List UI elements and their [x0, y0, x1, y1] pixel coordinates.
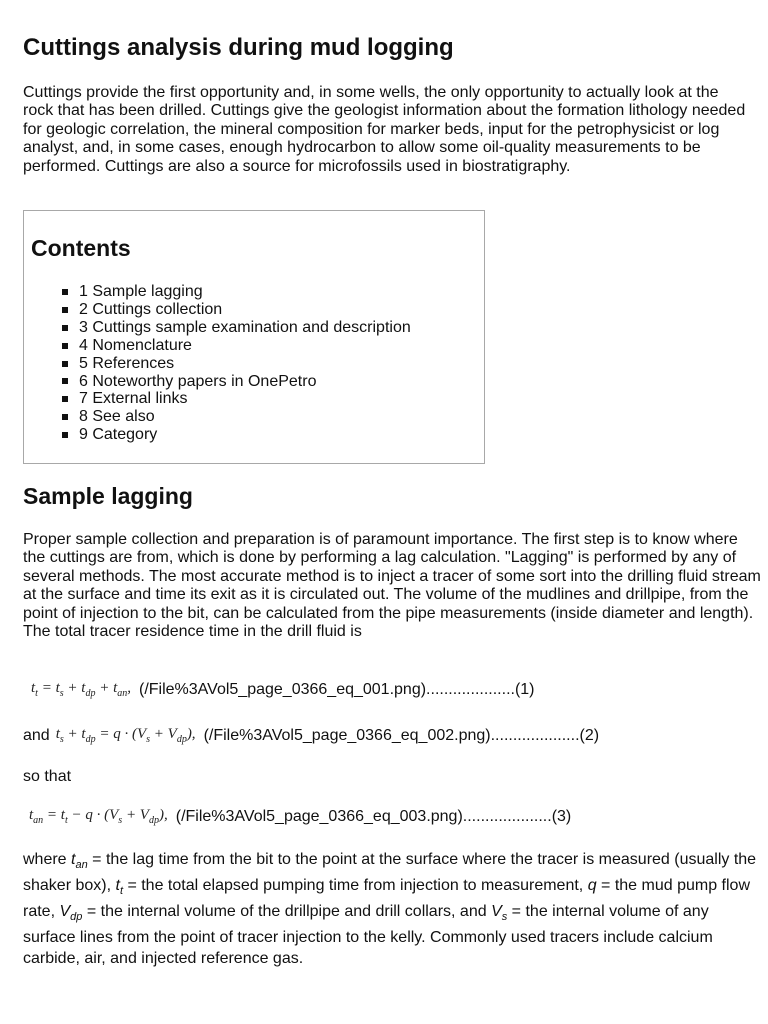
equation-2-line [23, 726, 599, 745]
var-vdp [59, 902, 83, 924]
toc-item-label[interactable]: 2 Cuttings collection [79, 300, 223, 318]
var-q: q [587, 876, 597, 894]
toc-item[interactable] [62, 319, 411, 337]
var-vs [491, 902, 508, 924]
var-tt [115, 876, 123, 898]
toc-item[interactable] [62, 390, 411, 408]
toc-item-label[interactable]: 8 See also [79, 408, 155, 426]
toc-item[interactable] [62, 283, 411, 301]
definitions-text: where [23, 851, 72, 868]
bullet-icon [62, 396, 68, 402]
bullet-icon [62, 325, 68, 331]
bullet-icon [62, 378, 68, 384]
toc-item[interactable] [62, 426, 411, 444]
toc-item-label[interactable]: 1 Sample lagging [79, 283, 203, 300]
toc-title: Contents [31, 235, 131, 261]
toc-list [62, 283, 411, 444]
toc-item[interactable] [62, 373, 411, 391]
page-title: Cuttings analysis during mud logging [23, 34, 454, 61]
section-title: Sample lagging [23, 483, 193, 509]
definitions-text: = the internal volume of any surface lines from the point of tracer injection to the kelly. Commonly used tracers include calcium carbide, air, and injected reference gas. [23, 902, 713, 967]
equation-3-link[interactable]: (/File%3AVol5_page_0366_eq_003.png)....................(3) [175, 807, 572, 825]
var-tan-sub: an [75, 859, 88, 872]
equation-1-line [23, 680, 535, 699]
bullet-icon [62, 289, 68, 295]
definitions-paragraph [23, 850, 763, 970]
equation-1-link[interactable]: (/File%3AVol5_page_0366_eq_001.png)....................(1) [139, 680, 535, 698]
bullet-icon [62, 361, 68, 367]
toc-item-label[interactable]: 6 Noteworthy papers in OnePetro [79, 372, 317, 390]
definitions-text: = the internal volume of the drillpipe and drill collars, and [82, 902, 492, 920]
toc-item[interactable] [62, 355, 411, 373]
so-that-line [23, 768, 71, 786]
var-tan [71, 851, 88, 872]
toc-item-label[interactable]: 9 Category [79, 426, 158, 444]
equation-2-link[interactable]: (/File%3AVol5_page_0366_eq_002.png)....................(2) [203, 726, 600, 744]
toc-item[interactable] [62, 408, 411, 426]
equation-2-prefix: and [23, 726, 50, 744]
toc-item[interactable] [62, 301, 411, 319]
bullet-icon [62, 432, 68, 438]
toc-item-label[interactable]: 3 Cuttings sample examination and description [79, 318, 411, 336]
so-that-text: so that [23, 768, 72, 785]
var-tan-base: t [71, 851, 76, 868]
var-vdp-sub: dp [70, 911, 83, 924]
intro-paragraph: Cuttings provide the first opportunity and, in some wells, the only opportunity to actually look at the rock that has been drilled. Cuttings give the geologist information about the formation lithology needed for geologic correlation, the mineral composition for marker beds, input for the petrophysicist or log analyst, and, in some cases, enough hydrocarbon to allow some oil-quality measurements to be performed. Cuttings are also a source for microfossils used in biostratigraphy. [23, 84, 746, 175]
section-paragraph: Proper sample collection and preparation is of paramount importance. The first step is to know where the cuttings are from, which is done by performing a lag calculation. "Lagging" is performed by any of several methods. The most accurate method is to inject a tracer of some sort into the drilling fluid stream at the surface and time its exit as it is circulated out. The volume of the mudlines and drillpipe, from the point of injection to the bit, can be calculated from the pipe measurements (inside diameter and length). The total tracer residence time in the drill fluid is [23, 531, 761, 641]
bullet-icon [62, 307, 68, 313]
equation-1-image: $t_t = t_s + t_{dp} + t_{an}$, [31, 680, 131, 699]
bullet-icon [62, 343, 68, 349]
var-vs-base: V [491, 902, 502, 920]
toc-item-label[interactable]: 5 References [79, 354, 175, 372]
toc-item-label[interactable]: 4 Nomenclature [79, 336, 192, 354]
definitions-text: = the total elapsed pumping time from injection to measurement, [123, 876, 588, 894]
equation-3-line [23, 807, 571, 826]
toc-item-label[interactable]: 7 External links [79, 390, 188, 408]
var-vs-sub: s [501, 911, 508, 924]
var-vdp-base: V [59, 902, 71, 920]
bullet-icon [62, 414, 68, 420]
definitions-text: = the mud pump flow rate, [23, 876, 751, 920]
var-tt-sub: t [119, 885, 123, 898]
var-tt-base: t [115, 876, 120, 894]
equation-2-image: $t_s + t_{dp} = q \cdot (V_s + V_{dp})$, [55, 726, 196, 745]
table-of-contents [23, 210, 485, 464]
equation-3-image: $t_{an} = t_t - q \cdot (V_s + V_{dp})$, [29, 807, 168, 826]
toc-item[interactable] [62, 337, 411, 355]
definitions-text: = the lag time from the bit to the point at the surface where the tracer is measured (usually the shaker box), [23, 851, 757, 894]
